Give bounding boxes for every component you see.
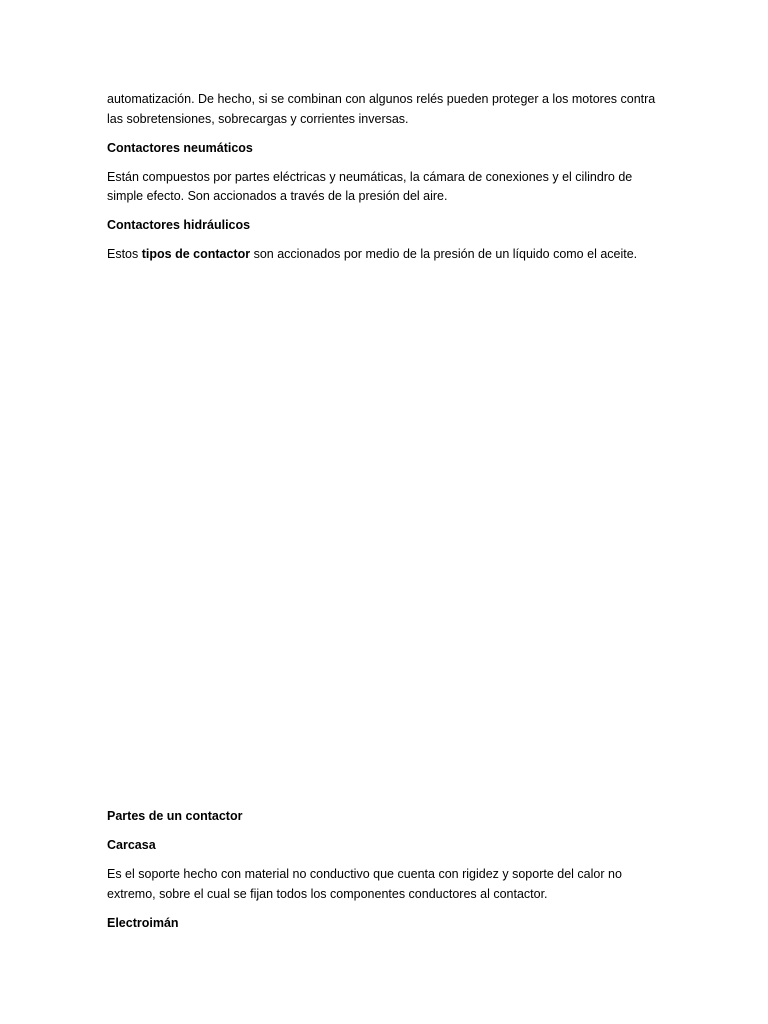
intro-paragraph (107, 90, 667, 129)
housing-line-1: Es el soporte hecho con material no conductivo que cuenta con rigidez y soporte del calor no (107, 867, 622, 881)
hydraulic-suffix: son accionados por medio de la presión de un líquido como el aceite. (250, 247, 638, 261)
pneumatic-line-2: simple efecto. Son accionados a través de la presión del aire. (107, 189, 448, 203)
pneumatic-paragraph (107, 168, 667, 207)
pneumatic-line-1: Están compuestos por partes eléctricas y neumáticas, la cámara de conexiones y el cilindro de (107, 169, 633, 184)
housing-line-2: extremo, sobre el cual se fijan todos los componentes conductores al contactor. (107, 886, 548, 901)
hydraulic-bold-term: tipos de contactor (141, 247, 251, 261)
electromagnet-heading: Electroimán (107, 915, 179, 930)
intro-line-2: las sobretensiones, sobrecargas y corrientes inversas. (107, 111, 409, 126)
bottom-text-block (107, 807, 667, 933)
housing-heading: Carcasa (107, 838, 156, 852)
hydraulic-prefix: Estos (107, 247, 142, 261)
hydraulic-contactors-heading: Contactores hidráulicos (107, 218, 251, 232)
top-text-block (107, 90, 667, 265)
housing-paragraph (107, 865, 667, 904)
hydraulic-paragraph (107, 245, 667, 265)
contactor-parts-heading: Partes de un contactor (107, 809, 243, 823)
pneumatic-contactors-heading: Contactores neumáticos (107, 140, 253, 155)
intro-line-1: automatización. De hecho, si se combinan con algunos relés pueden proteger a los motores contra (107, 92, 656, 106)
